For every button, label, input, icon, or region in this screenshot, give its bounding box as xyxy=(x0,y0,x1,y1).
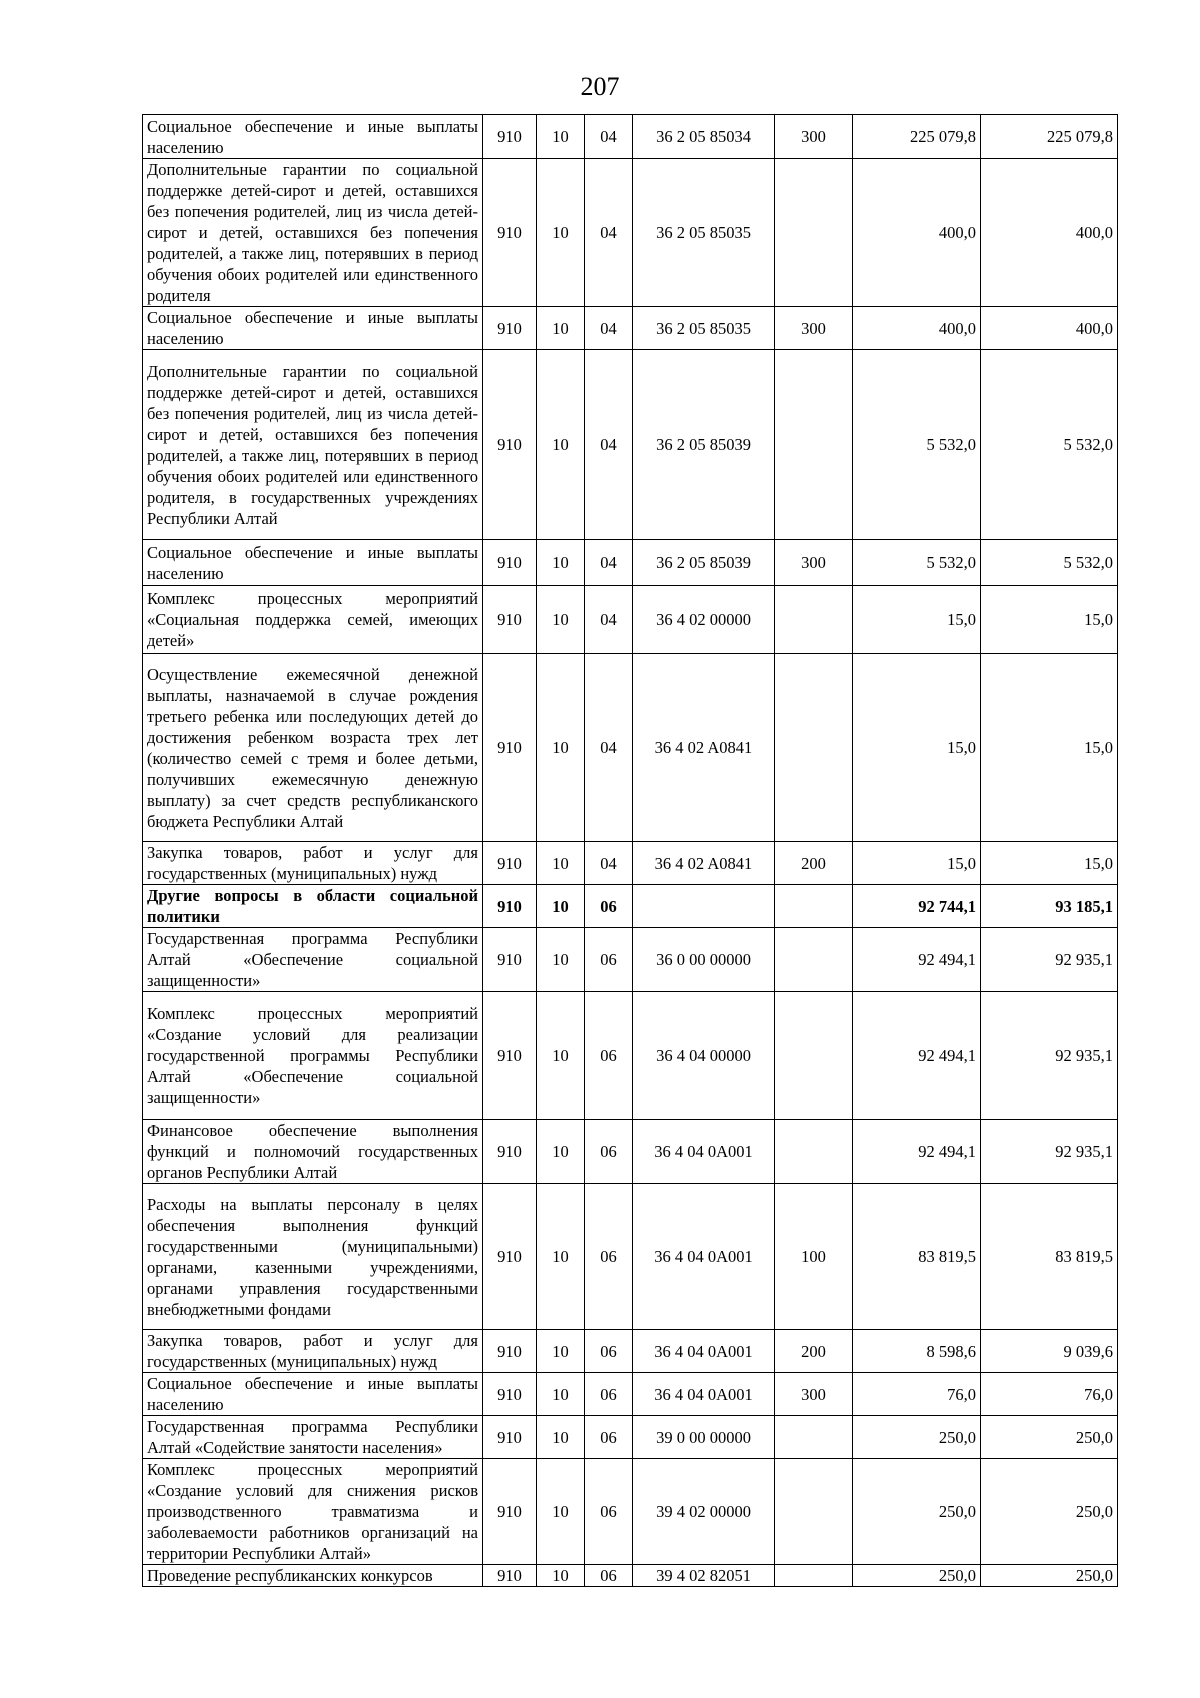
page-number: 207 xyxy=(580,72,620,101)
item-name: Расходы на выплаты персоналу в целях обеспечения выполнения функций государственными (муниципальными) органами, казенными учреждениями, органами управления государственными внебюджетными фондами xyxy=(143,1184,483,1330)
code-section: 10 xyxy=(537,540,585,586)
code-expense-type xyxy=(775,1416,853,1459)
table-row xyxy=(143,992,1118,1120)
amount-year-2: 92 935,1 xyxy=(981,1120,1118,1184)
amount-year-1: 250,0 xyxy=(853,1565,981,1587)
amount-year-1: 15,0 xyxy=(853,586,981,654)
item-name: Финансовое обеспечение выполнения функций и полномочий государственных органов Республики Алтай xyxy=(143,1120,483,1184)
code-grbs: 910 xyxy=(483,992,537,1120)
amount-year-1: 92 744,1 xyxy=(853,885,981,928)
code-expense-type xyxy=(775,885,853,928)
item-name: Дополнительные гарантии по социальной поддержке детей-сирот и детей, оставшихся без попечения родителей, лиц из числа детей-сирот и детей, оставшихся без попечения родителей, а также лиц, потерявших в период обучения обоих родителей или единственного родителя xyxy=(143,159,483,307)
code-target-article: 39 4 02 82051 xyxy=(633,1565,775,1587)
code-subsection: 04 xyxy=(585,654,633,842)
amount-year-1: 400,0 xyxy=(853,159,981,307)
code-subsection: 06 xyxy=(585,1330,633,1373)
code-expense-type: 300 xyxy=(775,1373,853,1416)
amount-year-2: 15,0 xyxy=(981,654,1118,842)
code-target-article xyxy=(633,885,775,928)
code-target-article: 36 2 05 85039 xyxy=(633,540,775,586)
code-subsection: 06 xyxy=(585,1416,633,1459)
code-subsection: 04 xyxy=(585,842,633,885)
code-grbs: 910 xyxy=(483,1120,537,1184)
code-grbs: 910 xyxy=(483,842,537,885)
code-grbs: 910 xyxy=(483,350,537,540)
code-target-article: 36 2 05 85035 xyxy=(633,159,775,307)
amount-year-1: 5 532,0 xyxy=(853,540,981,586)
amount-year-1: 15,0 xyxy=(853,654,981,842)
item-name: Социальное обеспечение и иные выплаты населению xyxy=(143,540,483,586)
amount-year-1: 92 494,1 xyxy=(853,1120,981,1184)
table-row xyxy=(143,1565,1118,1587)
code-grbs: 910 xyxy=(483,885,537,928)
item-name: Другие вопросы в области социальной политики xyxy=(143,885,483,928)
code-grbs: 910 xyxy=(483,1416,537,1459)
item-name: Социальное обеспечение и иные выплаты населению xyxy=(143,115,483,159)
code-grbs: 910 xyxy=(483,586,537,654)
amount-year-2: 76,0 xyxy=(981,1373,1118,1416)
code-grbs: 910 xyxy=(483,115,537,159)
code-section: 10 xyxy=(537,1120,585,1184)
item-name: Проведение республиканских конкурсов xyxy=(143,1565,483,1587)
table-row xyxy=(143,1330,1118,1373)
code-target-article: 36 2 05 85035 xyxy=(633,307,775,350)
code-section: 10 xyxy=(537,1459,585,1565)
code-expense-type xyxy=(775,654,853,842)
code-expense-type xyxy=(775,1565,853,1587)
item-name: Государственная программа Республики Алтай «Содействие занятости населения» xyxy=(143,1416,483,1459)
code-subsection: 06 xyxy=(585,1184,633,1330)
code-expense-type xyxy=(775,159,853,307)
table-row xyxy=(143,654,1118,842)
item-name: Государственная программа Республики Алтай «Обеспечение социальной защищенности» xyxy=(143,928,483,992)
code-section: 10 xyxy=(537,1330,585,1373)
code-target-article: 36 4 04 0A001 xyxy=(633,1330,775,1373)
code-target-article: 36 4 04 0A001 xyxy=(633,1184,775,1330)
code-grbs: 910 xyxy=(483,1184,537,1330)
code-section: 10 xyxy=(537,842,585,885)
code-subsection: 04 xyxy=(585,307,633,350)
code-grbs: 910 xyxy=(483,928,537,992)
code-expense-type xyxy=(775,928,853,992)
table-row xyxy=(143,842,1118,885)
amount-year-2: 15,0 xyxy=(981,842,1118,885)
amount-year-2: 5 532,0 xyxy=(981,540,1118,586)
code-expense-type xyxy=(775,350,853,540)
code-expense-type xyxy=(775,586,853,654)
amount-year-1: 250,0 xyxy=(853,1459,981,1565)
code-target-article: 36 0 00 00000 xyxy=(633,928,775,992)
code-section: 10 xyxy=(537,1416,585,1459)
table-row xyxy=(143,885,1118,928)
amount-year-1: 250,0 xyxy=(853,1416,981,1459)
amount-year-1: 83 819,5 xyxy=(853,1184,981,1330)
item-name: Комплекс процессных мероприятий «Социальная поддержка семей, имеющих детей» xyxy=(143,586,483,654)
code-section: 10 xyxy=(537,654,585,842)
code-section: 10 xyxy=(537,1184,585,1330)
code-expense-type xyxy=(775,992,853,1120)
code-subsection: 04 xyxy=(585,540,633,586)
code-subsection: 04 xyxy=(585,586,633,654)
code-section: 10 xyxy=(537,586,585,654)
table-row xyxy=(143,1184,1118,1330)
table-row xyxy=(143,115,1118,159)
item-name: Закупка товаров, работ и услуг для государственных (муниципальных) нужд xyxy=(143,1330,483,1373)
code-subsection: 06 xyxy=(585,1373,633,1416)
item-name: Комплекс процессных мероприятий «Создание условий для снижения рисков производственного травматизма и заболеваемости работников организаций на территории Республики Алтай» xyxy=(143,1459,483,1565)
code-subsection: 06 xyxy=(585,1120,633,1184)
item-name: Осуществление ежемесячной денежной выплаты, назначаемой в случае рождения третьего ребенка или последующих детей до достижения ребенком возраста трех лет (количество семей с тремя и более детьми, получивших ежемесячную денежную выплату) за счет средств республиканского бюджета Республики Алтай xyxy=(143,654,483,842)
table-row xyxy=(143,586,1118,654)
code-target-article: 39 4 02 00000 xyxy=(633,1459,775,1565)
amount-year-1: 400,0 xyxy=(853,307,981,350)
amount-year-1: 76,0 xyxy=(853,1373,981,1416)
code-target-article: 36 2 05 85034 xyxy=(633,115,775,159)
item-name: Дополнительные гарантии по социальной поддержке детей-сирот и детей, оставшихся без попечения родителей, лиц из числа детей-сирот и детей, оставшихся без попечения родителей, а также лиц, потерявших в период обучения обоих родителей или единственного родителя, в государственных учреждениях Республики Алтай xyxy=(143,350,483,540)
amount-year-2: 92 935,1 xyxy=(981,928,1118,992)
amount-year-2: 83 819,5 xyxy=(981,1184,1118,1330)
code-section: 10 xyxy=(537,928,585,992)
amount-year-2: 225 079,8 xyxy=(981,115,1118,159)
code-target-article: 36 4 02 A0841 xyxy=(633,654,775,842)
amount-year-1: 92 494,1 xyxy=(853,928,981,992)
code-section: 10 xyxy=(537,159,585,307)
code-subsection: 06 xyxy=(585,1459,633,1565)
table-row xyxy=(143,1416,1118,1459)
amount-year-1: 8 598,6 xyxy=(853,1330,981,1373)
code-section: 10 xyxy=(537,115,585,159)
code-section: 10 xyxy=(537,350,585,540)
code-expense-type: 200 xyxy=(775,1330,853,1373)
code-expense-type: 300 xyxy=(775,540,853,586)
code-target-article: 36 4 04 0A001 xyxy=(633,1120,775,1184)
table-row xyxy=(143,1120,1118,1184)
code-target-article: 36 4 04 00000 xyxy=(633,992,775,1120)
table-row xyxy=(143,928,1118,992)
code-expense-type xyxy=(775,1120,853,1184)
amount-year-2: 250,0 xyxy=(981,1459,1118,1565)
code-section: 10 xyxy=(537,1565,585,1587)
code-subsection: 06 xyxy=(585,928,633,992)
code-expense-type: 200 xyxy=(775,842,853,885)
amount-year-1: 92 494,1 xyxy=(853,992,981,1120)
code-subsection: 04 xyxy=(585,159,633,307)
table-row xyxy=(143,540,1118,586)
item-name: Комплекс процессных мероприятий «Создание условий для реализации государственной программы Республики Алтай «Обеспечение социальной защищенности» xyxy=(143,992,483,1120)
code-grbs: 910 xyxy=(483,1330,537,1373)
amount-year-2: 400,0 xyxy=(981,159,1118,307)
item-name: Социальное обеспечение и иные выплаты населению xyxy=(143,307,483,350)
code-section: 10 xyxy=(537,1373,585,1416)
code-expense-type xyxy=(775,1459,853,1565)
code-grbs: 910 xyxy=(483,1459,537,1565)
code-expense-type: 100 xyxy=(775,1184,853,1330)
code-grbs: 910 xyxy=(483,540,537,586)
code-target-article: 36 4 02 A0841 xyxy=(633,842,775,885)
item-name: Закупка товаров, работ и услуг для государственных (муниципальных) нужд xyxy=(143,842,483,885)
budget-table xyxy=(142,114,1118,1587)
code-subsection: 04 xyxy=(585,350,633,540)
code-subsection: 06 xyxy=(585,1565,633,1587)
code-grbs: 910 xyxy=(483,307,537,350)
code-section: 10 xyxy=(537,885,585,928)
amount-year-2: 15,0 xyxy=(981,586,1118,654)
amount-year-1: 225 079,8 xyxy=(853,115,981,159)
item-name: Социальное обеспечение и иные выплаты населению xyxy=(143,1373,483,1416)
amount-year-2: 400,0 xyxy=(981,307,1118,350)
amount-year-2: 5 532,0 xyxy=(981,350,1118,540)
code-target-article: 36 4 02 00000 xyxy=(633,586,775,654)
amount-year-2: 250,0 xyxy=(981,1416,1118,1459)
code-expense-type: 300 xyxy=(775,115,853,159)
code-grbs: 910 xyxy=(483,1565,537,1587)
amount-year-2: 93 185,1 xyxy=(981,885,1118,928)
amount-year-2: 250,0 xyxy=(981,1565,1118,1587)
amount-year-1: 15,0 xyxy=(853,842,981,885)
table-row xyxy=(143,350,1118,540)
code-section: 10 xyxy=(537,307,585,350)
code-subsection: 06 xyxy=(585,992,633,1120)
code-subsection: 06 xyxy=(585,885,633,928)
table-row xyxy=(143,1459,1118,1565)
table-row xyxy=(143,1373,1118,1416)
amount-year-2: 92 935,1 xyxy=(981,992,1118,1120)
amount-year-1: 5 532,0 xyxy=(853,350,981,540)
code-subsection: 04 xyxy=(585,115,633,159)
code-section: 10 xyxy=(537,992,585,1120)
code-target-article: 39 0 00 00000 xyxy=(633,1416,775,1459)
table-row xyxy=(143,307,1118,350)
code-target-article: 36 2 05 85039 xyxy=(633,350,775,540)
table-row xyxy=(143,159,1118,307)
code-target-article: 36 4 04 0A001 xyxy=(633,1373,775,1416)
code-grbs: 910 xyxy=(483,159,537,307)
code-grbs: 910 xyxy=(483,1373,537,1416)
amount-year-2: 9 039,6 xyxy=(981,1330,1118,1373)
code-expense-type: 300 xyxy=(775,307,853,350)
code-grbs: 910 xyxy=(483,654,537,842)
